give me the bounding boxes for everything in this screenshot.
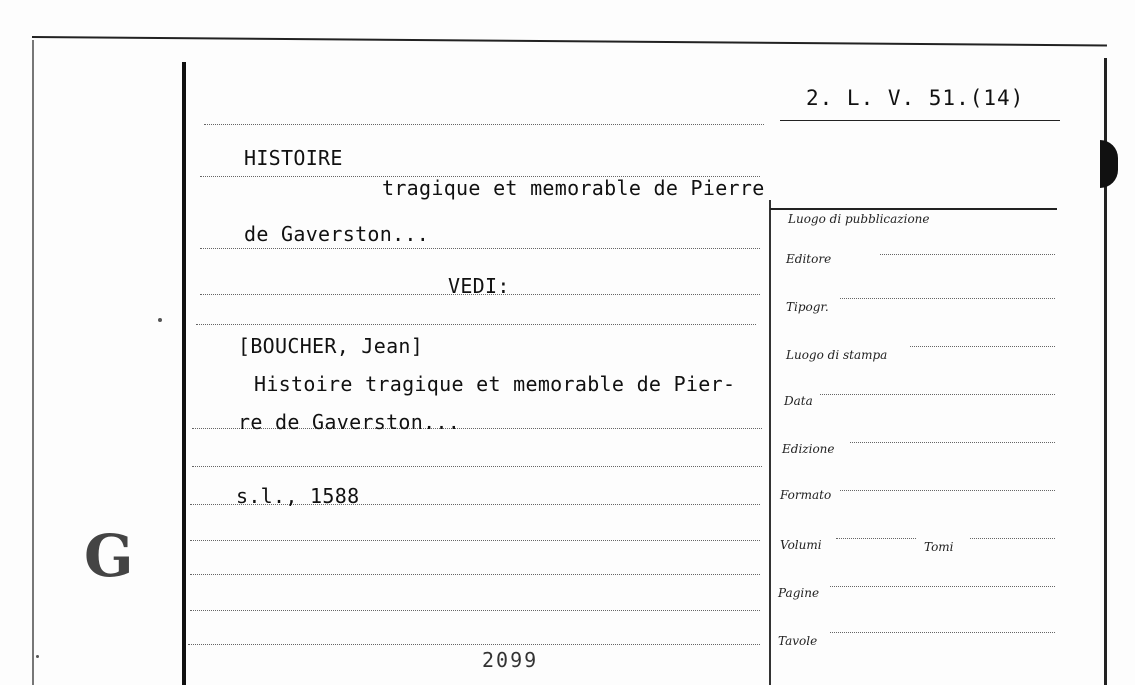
field-label-date: Data: [784, 394, 813, 408]
entry-line-1: Histoire tragique et memorable de Pier-: [254, 372, 736, 396]
guide-tab: [1100, 140, 1118, 188]
page-number: 2099: [482, 648, 539, 672]
field-line: [880, 254, 1055, 255]
field-column-divider: [769, 200, 771, 685]
field-line: [830, 586, 1055, 587]
ruled-line: [196, 324, 756, 325]
field-label-publisher: Editore: [786, 252, 832, 266]
field-line: [840, 298, 1055, 299]
field-line: [820, 394, 1055, 395]
heading: HISTOIRE: [244, 146, 343, 170]
title-end: de Gaverston...: [244, 222, 430, 246]
ruled-line: [190, 610, 760, 611]
field-label-pages: Pagine: [778, 586, 820, 600]
ruled-line: [204, 124, 764, 125]
field-label-plates: Tavole: [778, 634, 818, 648]
call-number-rule: [780, 120, 1060, 121]
field-line: [836, 538, 916, 539]
scan-speck: [36, 655, 39, 658]
field-label-edition: Edizione: [782, 442, 835, 456]
see-label: VEDI:: [448, 274, 510, 298]
entry-line-2: re de Gaverston...: [238, 410, 461, 434]
call-number: 2. L. V. 51.(14): [806, 86, 1025, 110]
field-label-volumes: Volumi: [780, 538, 822, 552]
imprint: s.l., 1588: [236, 484, 360, 508]
margin-rule: [182, 62, 186, 685]
field-line: [850, 442, 1055, 443]
field-label-format: Formato: [780, 488, 832, 502]
field-label-place-of-publication: Luogo di pubblicazione: [788, 212, 930, 226]
ruled-line: [192, 466, 762, 467]
ruled-line: [190, 574, 760, 575]
heading-continuation: tragique et memorable de Pierre: [382, 176, 765, 200]
margin-letter: G: [84, 522, 134, 590]
field-line: [840, 490, 1055, 491]
author: [BOUCHER, Jean]: [238, 334, 424, 358]
field-label-place-of-printing: Luogo di stampa: [786, 348, 888, 362]
card-left-edge: [32, 40, 34, 685]
card-top-edge: [32, 36, 1107, 46]
scan-speck: [158, 318, 162, 322]
field-box-top-rule: [770, 208, 1057, 210]
field-line: [970, 538, 1055, 539]
field-label-printer: Tipogr.: [786, 300, 829, 314]
ruled-line: [190, 540, 760, 541]
ruled-line: [200, 248, 760, 249]
field-line: [910, 346, 1055, 347]
field-label-tomes: Tomi: [924, 540, 954, 554]
field-line: [830, 632, 1055, 633]
ruled-line: [188, 644, 760, 645]
